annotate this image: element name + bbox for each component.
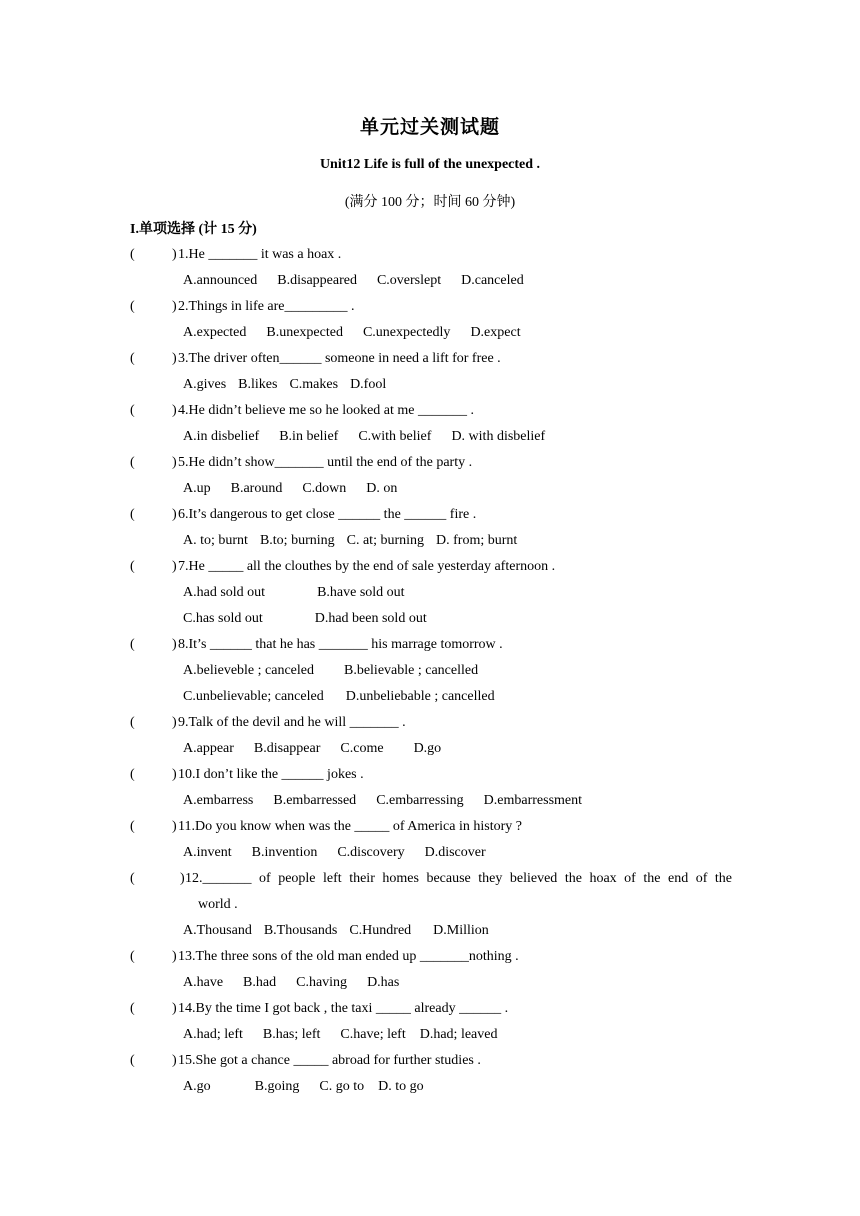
- answer-paren-open: (: [130, 715, 135, 730]
- answer-paren-open: (: [130, 871, 135, 886]
- answer-paren-open: (: [130, 403, 135, 418]
- option-c: C.have; left: [340, 1027, 406, 1042]
- question-11: [0, 818, 860, 870]
- option-d: D.embarressment: [483, 793, 583, 808]
- option-b: B.likes: [238, 377, 278, 392]
- page-title: 单元过关测试题: [359, 117, 500, 138]
- answer-paren-open: (: [130, 299, 135, 314]
- option-b: B.in belief: [279, 429, 339, 444]
- question-3: [0, 350, 860, 402]
- unit-subtitle: Unit12 Life is full of the unexpected .: [319, 157, 541, 172]
- option-row: [183, 922, 489, 940]
- option-a: A.had sold out: [183, 585, 266, 600]
- option-d: D.go: [413, 741, 442, 756]
- option-d: D. to go: [378, 1079, 424, 1094]
- option-row: [183, 428, 545, 446]
- question-stem: 12._______ of people left their homes because they believed the hoax of the end of the: [185, 871, 732, 886]
- answer-paren-open: (: [130, 1053, 135, 1068]
- option-a: A.expected: [183, 325, 247, 340]
- answer-paren-close: ): [172, 299, 177, 314]
- option-d: D.has: [367, 975, 400, 990]
- answer-paren-close: ): [172, 247, 177, 262]
- option-d: D.expect: [470, 325, 521, 340]
- option-b: B.Thousands: [263, 923, 338, 938]
- option-d: D.canceled: [461, 273, 524, 288]
- answer-paren-close: ): [172, 507, 177, 522]
- option-a: A.announced: [183, 273, 258, 288]
- question-stem: 2.Things in life are_________ .: [178, 299, 355, 314]
- option-row: [183, 740, 441, 758]
- option-d: D. from; burnt: [436, 533, 518, 548]
- option-row: [183, 1078, 424, 1096]
- question-stem-continued: world .: [198, 897, 238, 912]
- answer-paren-close: ): [172, 949, 177, 964]
- answer-paren-close: ): [172, 559, 177, 574]
- question-6: [0, 506, 860, 558]
- option-d: D.unbeliebable ; cancelled: [345, 689, 495, 704]
- question-5: [0, 454, 860, 506]
- answer-paren-close: ): [172, 403, 177, 418]
- answer-paren-close: ): [172, 1053, 177, 1068]
- question-stem: 15.She got a chance _____ abroad for further studies .: [178, 1053, 481, 1068]
- option-b: B.had: [243, 975, 277, 990]
- question-stem: 3.The driver often______ someone in need a lift for free .: [178, 351, 501, 366]
- option-c: C.Hundred: [349, 923, 412, 938]
- option-b: B.to; burning: [259, 533, 335, 548]
- question-stem: 5.He didn’t show_______ until the end of the party .: [178, 455, 473, 470]
- question-stem: 9.Talk of the devil and he will _______ .: [178, 715, 406, 730]
- answer-paren-open: (: [130, 247, 135, 262]
- answer-paren-open: (: [130, 455, 135, 470]
- option-a: A. to; burnt: [183, 533, 248, 548]
- answer-paren-open: (: [130, 1001, 135, 1016]
- question-8: [0, 636, 860, 714]
- question-14: [0, 1000, 860, 1052]
- option-row: [183, 376, 386, 394]
- option-a: A.appear: [183, 741, 234, 756]
- option-c: C.has sold out: [183, 611, 263, 626]
- option-d: D. on: [366, 481, 398, 496]
- answer-paren-close: ): [172, 767, 177, 782]
- section-heading: I.单项选择 (计 15 分): [130, 222, 257, 237]
- option-a: A.up: [183, 481, 211, 496]
- answer-paren-open: (: [130, 819, 135, 834]
- option-b: B.have sold out: [317, 585, 405, 600]
- option-row: [183, 1026, 497, 1044]
- question-1: [0, 246, 860, 298]
- question-stem: 6.It’s dangerous to get close ______ the ______ fire .: [178, 507, 477, 522]
- option-b: B.disappear: [253, 741, 321, 756]
- option-row: [183, 974, 399, 992]
- option-b: B.going: [254, 1079, 300, 1094]
- option-c: C. go to: [319, 1079, 365, 1094]
- score-time-note: (满分 100 分；时间 60 分钟): [344, 195, 516, 210]
- option-c: C.come: [340, 741, 384, 756]
- answer-paren-open: (: [130, 559, 135, 574]
- answer-paren-open: (: [130, 767, 135, 782]
- option-a: A.embarress: [183, 793, 254, 808]
- option-d: D.fool: [350, 377, 387, 392]
- question-stem: 11.Do you know when was the _____ of America in history ?: [178, 819, 522, 834]
- option-a: A.in disbelief: [183, 429, 260, 444]
- option-b: B.around: [230, 481, 283, 496]
- question-stem: 4.He didn’t believe me so he looked at me _______ .: [178, 403, 475, 418]
- question-15: [0, 1052, 860, 1104]
- question-10: [0, 766, 860, 818]
- option-c: C.embarressing: [376, 793, 464, 808]
- question-stem: 10.I don’t like the ______ jokes .: [178, 767, 364, 782]
- option-c: C.with belief: [358, 429, 432, 444]
- answer-paren-close: ): [180, 871, 185, 886]
- option-row: [183, 324, 521, 342]
- question-13: [0, 948, 860, 1000]
- option-c: C. at; burning: [346, 533, 425, 548]
- option-c: C.discovery: [337, 845, 405, 860]
- option-c: C.overslept: [376, 273, 442, 288]
- option-a: A.go: [183, 1079, 211, 1094]
- question-7: [0, 558, 860, 636]
- option-d: D.had been sold out: [314, 611, 427, 626]
- option-c: C.having: [296, 975, 348, 990]
- answer-paren-close: ): [172, 455, 177, 470]
- option-b: B.believable ; cancelled: [343, 663, 479, 678]
- option-row: [183, 272, 524, 290]
- answer-paren-open: (: [130, 949, 135, 964]
- option-b: B.embarressed: [273, 793, 357, 808]
- question-stem: 7.He _____ all the clouthes by the end of sale yesterday afternoon .: [178, 559, 556, 574]
- answer-paren-close: ): [172, 351, 177, 366]
- question-9: [0, 714, 860, 766]
- option-d: D.Million: [433, 923, 489, 938]
- option-d: D. with disbelief: [451, 429, 546, 444]
- option-c: C.down: [302, 481, 347, 496]
- option-row: [183, 662, 478, 680]
- answer-paren-open: (: [130, 507, 135, 522]
- option-d: D.had; leaved: [419, 1027, 498, 1042]
- option-a: A.have: [183, 975, 224, 990]
- option-b: B.has; left: [262, 1027, 321, 1042]
- answer-paren-open: (: [130, 637, 135, 652]
- answer-paren-open: (: [130, 351, 135, 366]
- option-row: [183, 844, 486, 862]
- option-c: C.makes: [289, 377, 339, 392]
- question-stem: 8.It’s ______ that he has _______ his marrage tomorrow .: [178, 637, 503, 652]
- option-a: A.believeble ; canceled: [183, 663, 314, 678]
- option-c: C.unbelievable; canceled: [183, 689, 324, 704]
- option-d: D.discover: [424, 845, 486, 860]
- option-row: [183, 610, 427, 628]
- question-stem: 14.By the time I got back , the taxi _____ already ______ .: [178, 1001, 509, 1016]
- option-row: [183, 792, 582, 810]
- option-b: B.unexpected: [266, 325, 343, 340]
- option-c: C.unexpectedly: [362, 325, 451, 340]
- option-a: A.had; left: [183, 1027, 243, 1042]
- option-a: A.Thousand: [183, 923, 252, 938]
- answer-paren-close: ): [172, 637, 177, 652]
- option-row: [183, 584, 405, 602]
- answer-paren-close: ): [172, 715, 177, 730]
- option-a: A.gives: [183, 377, 227, 392]
- option-row: [183, 688, 495, 706]
- option-a: A.invent: [183, 845, 232, 860]
- option-b: B.invention: [251, 845, 318, 860]
- question-stem: 13.The three sons of the old man ended up _______nothing .: [178, 949, 519, 964]
- option-b: B.disappeared: [277, 273, 357, 288]
- option-row: [183, 480, 397, 498]
- question-list: [0, 246, 860, 1104]
- question-2: [0, 298, 860, 350]
- answer-paren-close: ): [172, 1001, 177, 1016]
- question-4: [0, 402, 860, 454]
- option-row: [183, 532, 517, 550]
- question-12: [0, 870, 860, 948]
- question-stem: 1.He _______ it was a hoax .: [178, 247, 342, 262]
- answer-paren-close: ): [172, 819, 177, 834]
